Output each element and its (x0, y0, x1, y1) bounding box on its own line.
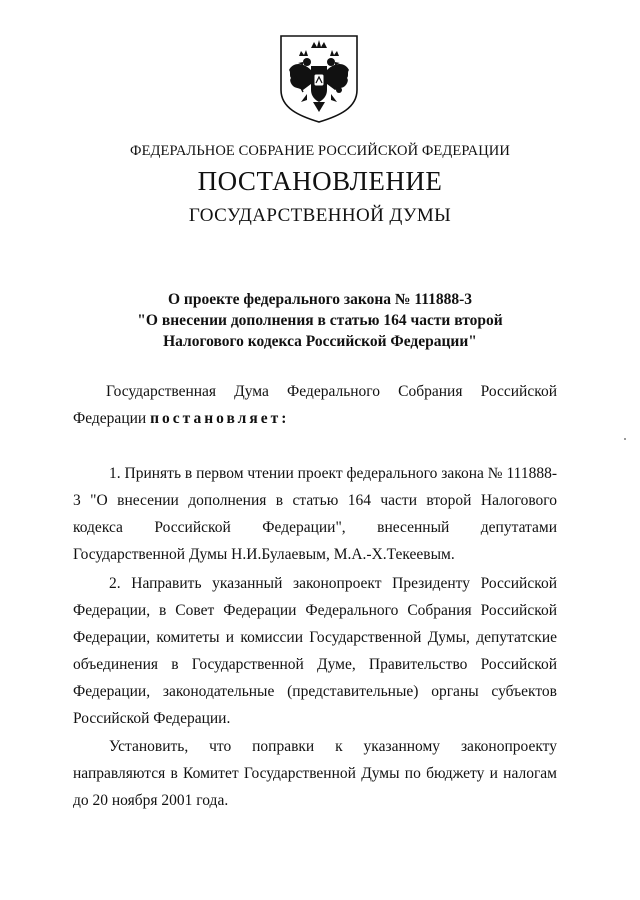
scan-speck (624, 438, 626, 440)
decree-word: постановляет: (150, 410, 290, 427)
document-type-title: ПОСТАНОВЛЕНИЕ (197, 166, 443, 196)
coat-of-arms-icon (277, 32, 361, 124)
subject-line: Налогового кодекса Российской Федерации" (163, 333, 477, 350)
document-subject (60, 289, 580, 352)
issuer-subtitle: ГОСУДАРСТВЕННОЙ ДУМЫ (188, 205, 452, 226)
organization-heading: ФЕДЕРАЛЬНОЕ СОБРАНИЕ РОССИЙСКОЙ ФЕДЕРАЦИИ (130, 143, 510, 159)
resolution-paragraph-3: Установить, что поправки к указанному законопроекту направляются в Комитет Государственной Думы по бюджету и налогам до 20 ноября 2001 года. (73, 738, 557, 809)
resolution-paragraph-2: 2. Направить указанный законопроект Президенту Российской Федерации, в Совет Федерации Федерального Собрания Российской Федерации, комитеты и комиссии Государственной Думы, депутатские объединения в Государственной Думе, Правительство Российской Федерации, законодательные (представительные) органы субъектов Российской Федерации. (73, 575, 557, 727)
preamble-paragraph (73, 378, 557, 432)
subject-line: О проекте федерального закона № 111888-3 (167, 291, 473, 308)
subject-line: "О внесении дополнения в статью 164 части второй (137, 312, 503, 329)
preamble-text: Государственная Дума Федерального Собрания Российской Федерации (73, 383, 557, 427)
resolution-paragraph-1: 1. Принять в первом чтении проект федерального закона № 111888-3 "О внесении дополнения в статью 164 части второй Налогового кодекса Российской Федерации", внесенный депутатами Государственной Думы Н.И.Булаевым, М.А.-Х.Текеевым. (73, 465, 557, 563)
